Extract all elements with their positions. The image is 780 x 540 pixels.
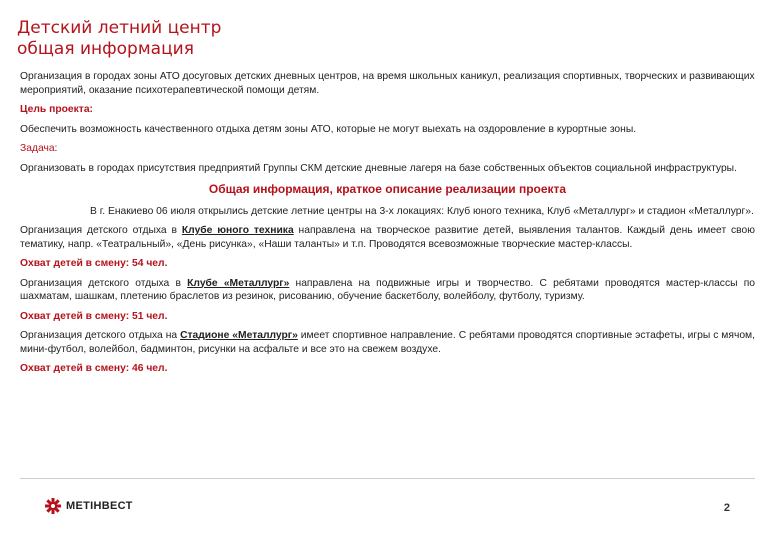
title-line-1: Детский летний центр xyxy=(17,18,222,38)
block-3-post: имеет спортивное направление. С ребятами проводятся спортивные эстафеты, игры с мячом, мини-футбол, волейбол, бадминтон, рисунки на асфальте и все это на свежем воздухе. xyxy=(20,330,755,355)
block-1-location: Клубе юного техника xyxy=(181,225,294,236)
title-line-2: общая информация xyxy=(17,39,194,59)
block-2-location: Клубе «Металлург» xyxy=(187,277,290,289)
goal-text: Обеспечить возможность качественного отдыха детям зоны АТО, которые не могут выехать на оздоровление в курортные зоны. xyxy=(20,123,637,135)
block-3-pre: Организация детского отдыха на xyxy=(20,330,181,341)
block-1-pre: Организация детского отдыха в xyxy=(20,225,182,236)
block-1-paragraph xyxy=(20,224,755,251)
page-number: 2 xyxy=(723,502,730,514)
section-heading: Общая информация, краткое описание реализации проекта xyxy=(208,182,567,196)
intro-paragraph: Организация в городах зоны АТО досуговых детских дневных центров, на время школьных каникул, реализация спортивных, творческих и развивающих мероприятий, оказание психотерапевтической помощи детям. xyxy=(20,71,755,96)
logo-star-icon xyxy=(45,498,61,514)
block-2-coverage: Охват детей в смену: 51 чел. xyxy=(20,310,168,322)
page-title xyxy=(17,18,221,60)
goal-label: Цель проекта: xyxy=(20,104,93,115)
block-3-coverage: Охват детей в смену: 46 чел. xyxy=(20,363,168,374)
metinvest-logo xyxy=(45,498,133,514)
block-3-paragraph xyxy=(20,329,755,356)
task-colon: : xyxy=(54,143,58,154)
block-2-paragraph xyxy=(20,277,755,304)
task-text: Организовать в городах присутствия предприятий Группы СКМ детские дневные лагеря на базе собственных объектов социальной инфраструктуры. xyxy=(20,162,737,174)
footer-divider xyxy=(20,478,755,479)
opening-paragraph: В г. Енакиево 06 июля открылись детские летние центры на 3-х локациях: Клуб юного техника, Клуб «Металлург» и стадион «Металлург». xyxy=(90,205,754,217)
task-heading xyxy=(20,142,755,156)
logo-text: МЕТІНВЕСТ xyxy=(66,500,133,512)
block-1-coverage: Охват детей в смену: 54 чел. xyxy=(20,258,168,269)
document-body xyxy=(20,70,755,382)
block-2-pre: Организация детского отдыха в xyxy=(20,277,188,289)
block-2-post: направлена на подвижные игры и творчество. С ребятами проводятся мастер-классы по шахматам, шашкам, плетению браслетов из резинок, рисованию, обучение баскетболу, волейболу, футболу, туризму. xyxy=(20,277,755,302)
task-label: Задача xyxy=(20,143,55,154)
block-1-post: направлена на творческое развитие детей, выявления талантов. Каждый день имеет свою тематику, напр. «Театральный», «День рисунка», «Наши таланты» и т.п. Проводятся всевозможные творческие мастер-классы. xyxy=(20,225,755,250)
block-3-location: Стадионе «Металлург» xyxy=(180,330,298,341)
